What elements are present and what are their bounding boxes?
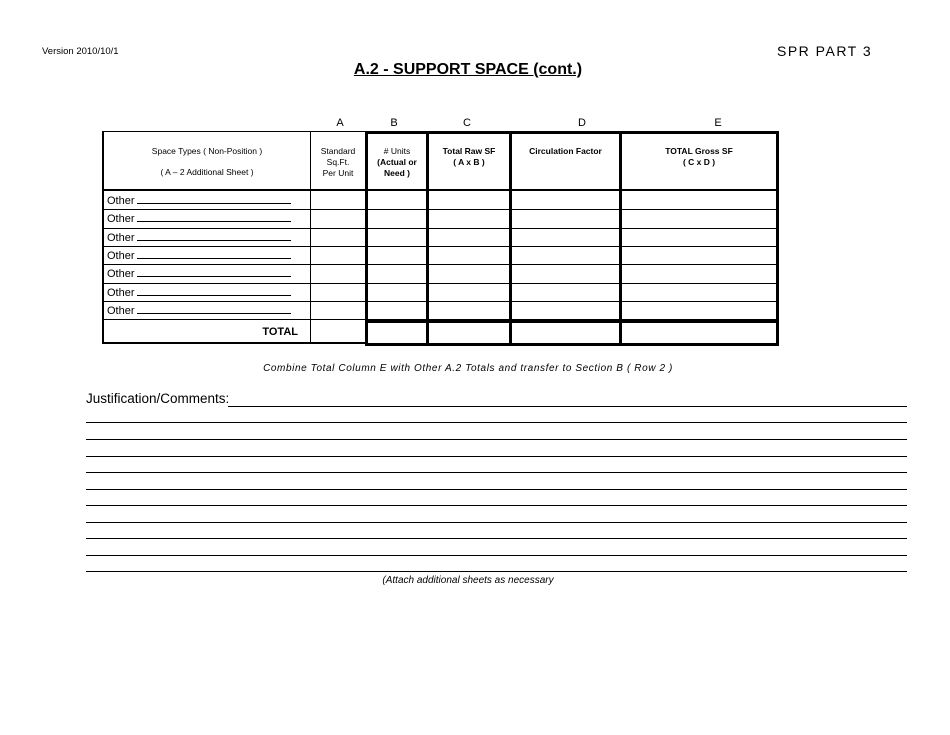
row-label-other-1[interactable]: Other	[107, 194, 291, 207]
col-e-header: TOTAL Gross SF ( C x D )	[665, 146, 733, 167]
column-letter-a: A	[336, 117, 344, 129]
total-label: TOTAL	[262, 326, 298, 338]
col-a-header: Standard Sq.Ft. Per Unit	[320, 146, 356, 178]
column-letter-d: D	[578, 117, 586, 129]
justification-label: Justification/Comments:	[86, 391, 230, 406]
column-letter-c: C	[463, 117, 471, 129]
col-b-header: # Units (Actual or Need )	[377, 146, 417, 178]
attach-note: (Attach additional sheets as necessary	[382, 575, 554, 586]
row-label-other-6[interactable]: Other	[107, 286, 291, 299]
page-title: A.2 - SUPPORT SPACE (cont.)	[353, 61, 583, 78]
row-label-other-7[interactable]: Other	[107, 304, 291, 317]
row-label-other-5[interactable]: Other	[107, 267, 291, 280]
row-label-other-2[interactable]: Other	[107, 212, 291, 225]
column-letter-b: B	[390, 117, 398, 129]
row-label-other-3[interactable]: Other	[107, 231, 291, 244]
row-label-other-4[interactable]: Other	[107, 249, 291, 262]
combine-instruction: Combine Total Column E with Other A.2 Totals and transfer to Section B ( Row 2 )	[263, 363, 673, 374]
space-types-header: Space Types ( Non-Position )	[151, 146, 263, 156]
col-c-header: Total Raw SF ( A x B )	[442, 146, 496, 167]
column-letter-e: E	[714, 117, 722, 129]
part-label: SPR PART 3	[777, 43, 873, 59]
space-types-subheader: ( A – 2 Additional Sheet )	[160, 167, 254, 177]
version-label: Version 2010/10/1	[42, 46, 119, 57]
col-d-header: Circulation Factor	[529, 146, 602, 156]
